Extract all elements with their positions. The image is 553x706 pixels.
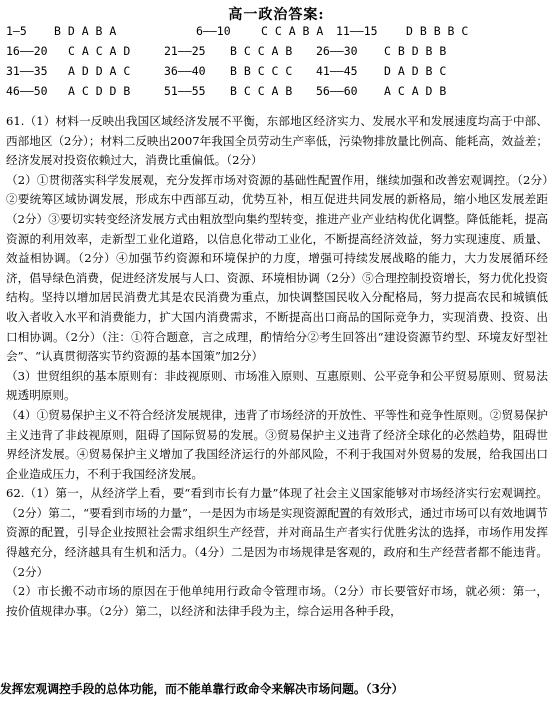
final-line: 发挥宏观调控手段的总体功能，而不能单靠行政命令来解决市场问题。（3分）: [0, 682, 404, 696]
answer-letters: B D A B A: [54, 24, 117, 38]
paragraph-61-1: 61.（1）材料一反映出我国区域经济发展不平衡，东部地区经济实力、发展水平和发展速度均高于中部、西部地区（2分）；材料二反映出2007年我国全员劳动生产率低，污染物排放量比例高、能耗高，效益差；经济发展对投资依赖过大，消费比重偏低。（2分）: [6, 114, 548, 168]
answer-row: [6, 84, 546, 104]
answer-letters: D B B B C: [406, 24, 469, 38]
answer-range: 16——20: [6, 44, 48, 58]
answer-letters: C A C A D: [68, 44, 131, 58]
answer-letters: D A D B C: [384, 64, 447, 78]
answer-range: 26——30: [316, 44, 358, 58]
paragraph-62-2: （2）市长搬不动市场的原因在于他单纯用行政命令管理市场。（2分）市长要管好市场，就必须：第一，按价值规律办事。（2分）第二，以经济和法律手段为主，综合运用各种手段，: [6, 584, 548, 618]
answer-key: [6, 24, 546, 104]
answer-explanations: [6, 112, 548, 621]
answer-range: 11——15: [336, 24, 378, 38]
answer-letters: A C D D B: [68, 84, 131, 98]
answer-letters: B B C C C: [230, 64, 293, 78]
answer-row: [6, 24, 546, 44]
paragraph-61-4: （4）①贸易保护主义不符合经济发展规律，违背了市场经济的开放性、平等性和竞争性原则。②贸易保护主义违背了非歧视原则，阻碍了国际贸易的发展。③贸易保护主义违背了经济全球化的必然趋势，阻碍世界经济发展。④贸易保护主义增加了我国经济运行的外部风险，不利于我国对外贸易的发展，给我国出口企业造成压力，不利于我国经济发展。: [6, 407, 548, 481]
answer-row: [6, 44, 546, 64]
paragraph-61-3: （3）世贸组织的基本原则有：非歧视原则、市场准入原则、互惠原则、公平竞争和公平贸易原则、贸易法规透明原则。: [6, 368, 548, 403]
answer-letters: A C A D B: [384, 84, 447, 98]
answer-range: 31——35: [6, 64, 48, 78]
answer-range: 41——45: [316, 64, 358, 78]
answer-letters: B C C A B: [230, 84, 293, 98]
paragraph-62-1: 62.（1）第一，从经济学上看，要“看到市长有力量”体现了社会主义国家能够对市场经济实行宏观调控。（2分）第二，“要看到市场的力量”，一是因为市场是实现资源配置的有效形式，通过市场可以有效地调节资源的配置，引导企业按照社会需求组织生产经营，并对商品生产者实行优胜劣汰的选择，市场作用发挥得越充分，经济越具有生机和活力。（4分）二是因为市场规律是客观的，政府和生产经营者都不能违背。（2分）: [6, 486, 548, 579]
answer-range: 56——60: [316, 84, 358, 98]
answer-letters: B C C A B: [230, 44, 293, 58]
page-title: 高一政治答案:: [228, 7, 325, 23]
answer-range: 51——55: [164, 84, 206, 98]
answer-range: 1—5: [6, 24, 27, 38]
answer-range: 6——10: [196, 24, 231, 38]
answer-range: 36——40: [164, 64, 206, 78]
paragraph-61-2: （2）①贯彻落实科学发展观，充分发挥市场对资源的基础性配置作用，继续加强和改善宏观调控。（2分）②要统筹区域协调发展，形成东中西部互动，优势互补，相互促进共同发展的新格局，缩小地区发展差距（2分）③要切实转变经济发展方式由粗放型向集约型转变，推进产业产业结构优化调整。降低能耗，提高资源的利用效率，走新型工业化道路，以信息化带动工业化，不断提高经济效益，努力实现速度、质量、效益相协调。（2分）④加强节约资源和环境保护的力度，增强可持续发展战略的能力，大力发展循环经济，倡导绿色消费，促进经济发展与人口、资源、环境相协调（2分）⑤合理控制投资增长，努力优化投资结构。坚持以增加居民消费尤其是农民消费为重点，加快调整国民收入分配格局，努力提高农民和城镇低收入者收入水平和消费能力，扩大国内消费需求，不断提高出口商品的国际竞争力，实现消费、投资、出口相协调。（2分）（注：①符合题意，言之成理，酌情给分②考生回答出“建设资源节约型、环境友好型社会”、“认真贯彻落实节约资源的基本国策”加2分）: [6, 172, 548, 364]
answer-range: 46——50: [6, 84, 48, 98]
answer-range: 21——25: [164, 44, 206, 58]
answer-letters: C B D B B: [384, 44, 447, 58]
answer-letters: C C A B A: [261, 24, 324, 38]
answer-letters: A D D A C: [68, 64, 131, 78]
answer-row: [6, 64, 546, 84]
